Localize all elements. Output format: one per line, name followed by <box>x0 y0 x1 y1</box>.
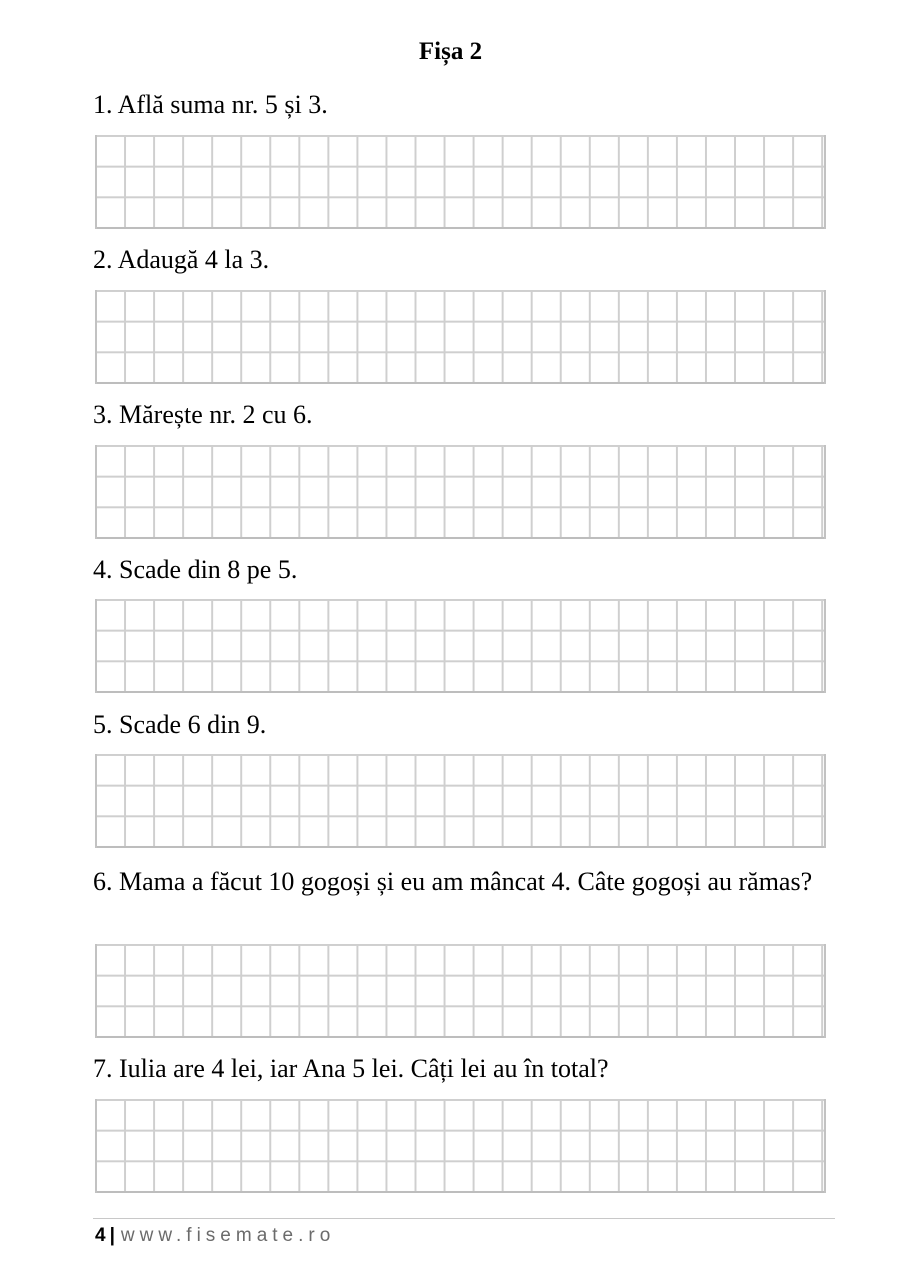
website-url: www.fisemate.ro <box>120 1225 336 1246</box>
question-3: 3. Mărește nr. 2 cu 6. <box>93 400 313 429</box>
page-footer <box>95 1225 335 1247</box>
question-4: 4. Scade din 8 pe 5. <box>93 555 298 584</box>
answer-grid-4[interactable] <box>95 599 826 693</box>
answer-grid-3[interactable] <box>95 445 826 539</box>
question-2: 2. Adaugă 4 la 3. <box>93 245 270 274</box>
footer-separator: | <box>109 1225 115 1246</box>
answer-grid-2[interactable] <box>95 290 826 384</box>
page-number: 4 <box>95 1225 106 1246</box>
question-5: 5. Scade 6 din 9. <box>93 710 267 739</box>
question-7: 7. Iulia are 4 lei, iar Ana 5 lei. Câți lei au în total? <box>93 1054 609 1083</box>
answer-grid-5[interactable] <box>95 754 826 848</box>
worksheet-title: Fișa 2 <box>418 38 483 65</box>
question-6: 6. Mama a făcut 10 gogoși și eu am mâncat 4. Câte gogoși au rămas? <box>93 867 813 896</box>
footer-divider <box>93 1218 835 1219</box>
answer-grid-6[interactable] <box>95 944 826 1038</box>
question-1: 1. Află suma nr. 5 și 3. <box>93 90 328 119</box>
answer-grid-7[interactable] <box>95 1099 826 1193</box>
answer-grid-1[interactable] <box>95 135 826 229</box>
